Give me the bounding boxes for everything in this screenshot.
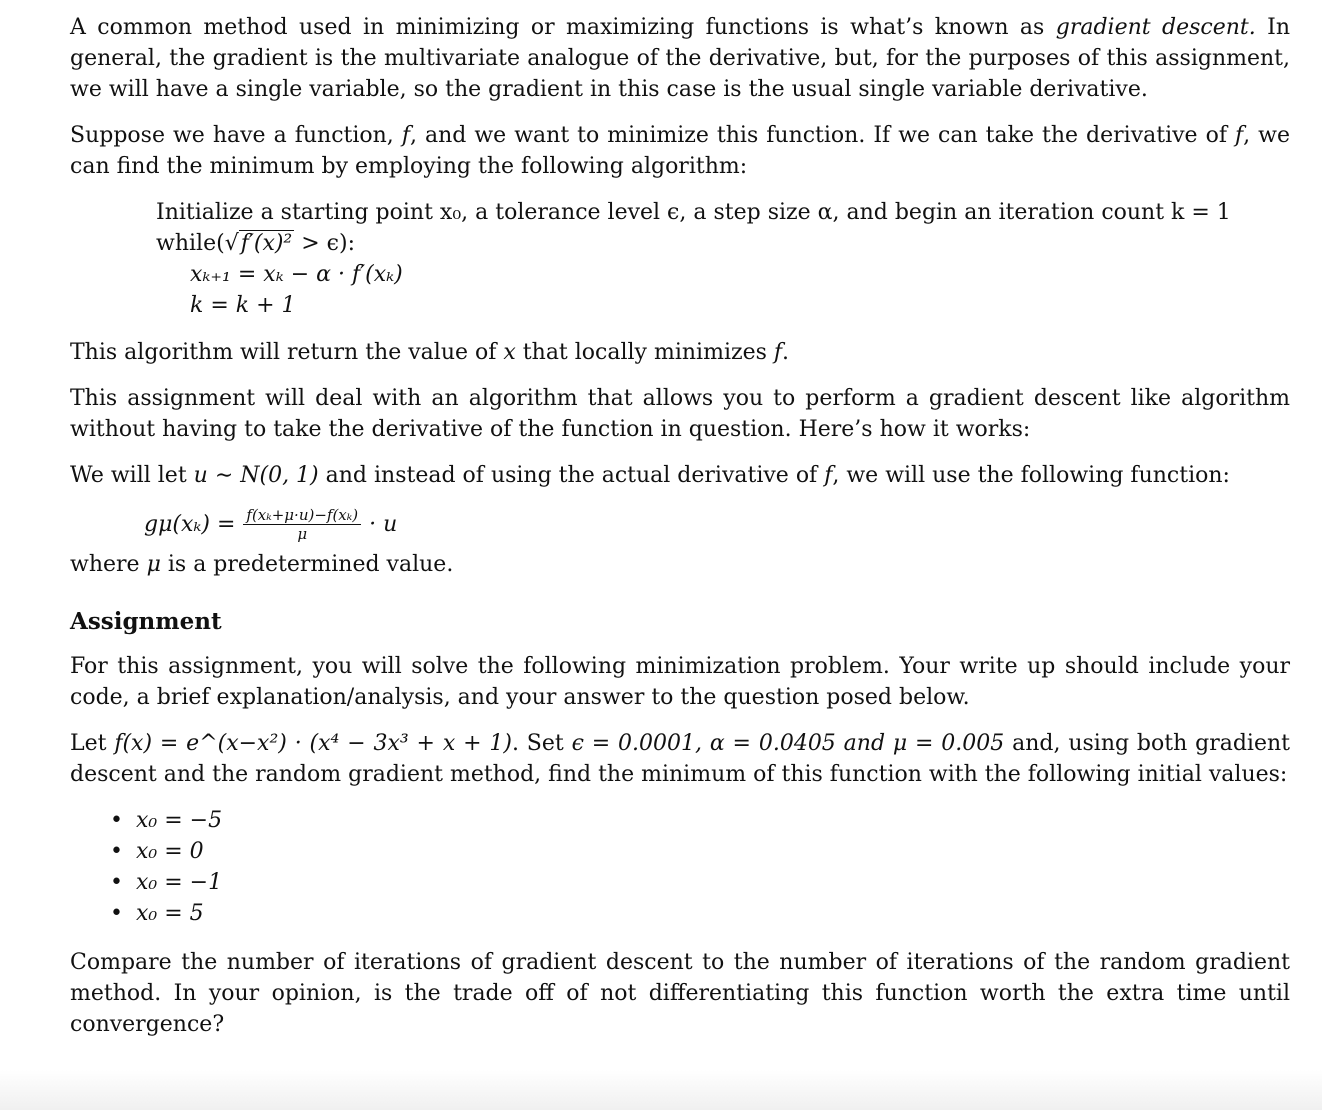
assignment-paragraph-1: For this assignment, you will solve the following minimization problem. Your write up should include your code, a brief explanation/analysis, and your answer to the question posed below. xyxy=(70,654,1290,710)
paragraph-derivative-free: This assignment will deal with an algorithm that allows you to perform a gradient descent like algorithm without having to take the derivative of the function in question. Here’s how it works: xyxy=(70,386,1290,442)
algorithm-increment-line: k = k + 1 xyxy=(190,293,296,318)
assignment-paragraph-3: Compare the number of iterations of gradient descent to the number of iterations of the random gradient method. In your opinion, is the trade off of not differentiating this function worth the extra time until convergence? xyxy=(70,950,1290,1037)
paragraph-return-value: This algorithm will return the value of x that locally minimizes f. xyxy=(70,340,790,365)
assignment-paragraph-2: Let f(x) = e^(x−x²) · (x⁴ − 3x³ + x + 1). Set ϵ = 0.0001, α = 0.0405 and μ = 0.005 and, using both gradient descent and the random gradient method, find the minimum of this function with the following initial values: xyxy=(70,731,1290,787)
bottom-fade-bar xyxy=(0,1070,1322,1110)
term-gradient-descent: gradient descent. xyxy=(1055,15,1256,40)
intro-paragraph-2: Suppose we have a function, f, and we want to minimize this function. If we can take the derivative of f, we can find the minimum by employing the following algorithm: xyxy=(70,123,1290,179)
algorithm-while-line: while(√f′(x)² > ϵ): xyxy=(156,228,1290,259)
random-gradient-formula: gμ(xₖ) = $\frac{\text{f(xₖ+μ·u)−f(xₖ)}}{\mu}$ · u xyxy=(144,506,398,543)
intro-paragraph-1: A common method used in minimizing or maximizing functions is what’s known as gradient descent. In general, the gradient is the multivariate analogue of the derivative, but, for the purposes of this assignment, we will have a single variable, so the gradient in this case is the usual single variable derivative. xyxy=(70,15,1291,102)
list-item: • x₀ = 0 xyxy=(110,836,1290,867)
algorithm-block xyxy=(156,197,1290,321)
initial-values-list xyxy=(110,805,1290,929)
list-item: • x₀ = −5 xyxy=(110,805,1290,836)
document-body xyxy=(70,12,1290,1055)
list-item: • x₀ = 5 xyxy=(110,898,1290,929)
sqrt-symbol: √f′(x)² xyxy=(224,231,293,256)
assignment-heading: Assignment xyxy=(70,608,222,635)
formula-fraction: $\frac{\text{f(xₖ+μ·u)−f(xₖ)}}{\mu}$ xyxy=(243,506,361,543)
list-item: • x₀ = −1 xyxy=(110,867,1290,898)
algorithm-init-line: Initialize a starting point x₀, a tolerance level ϵ, a step size α, and begin an iteration count k = 1 xyxy=(156,200,1231,225)
algorithm-update-line: xₖ₊₁ = xₖ − α · f′(xₖ) xyxy=(190,262,403,287)
paragraph-random-variable: We will let u ∼ N(0, 1) and instead of using the actual derivative of f, we will use the following function: xyxy=(70,463,1230,488)
paragraph-mu-definition: where μ is a predetermined value. xyxy=(70,552,454,577)
